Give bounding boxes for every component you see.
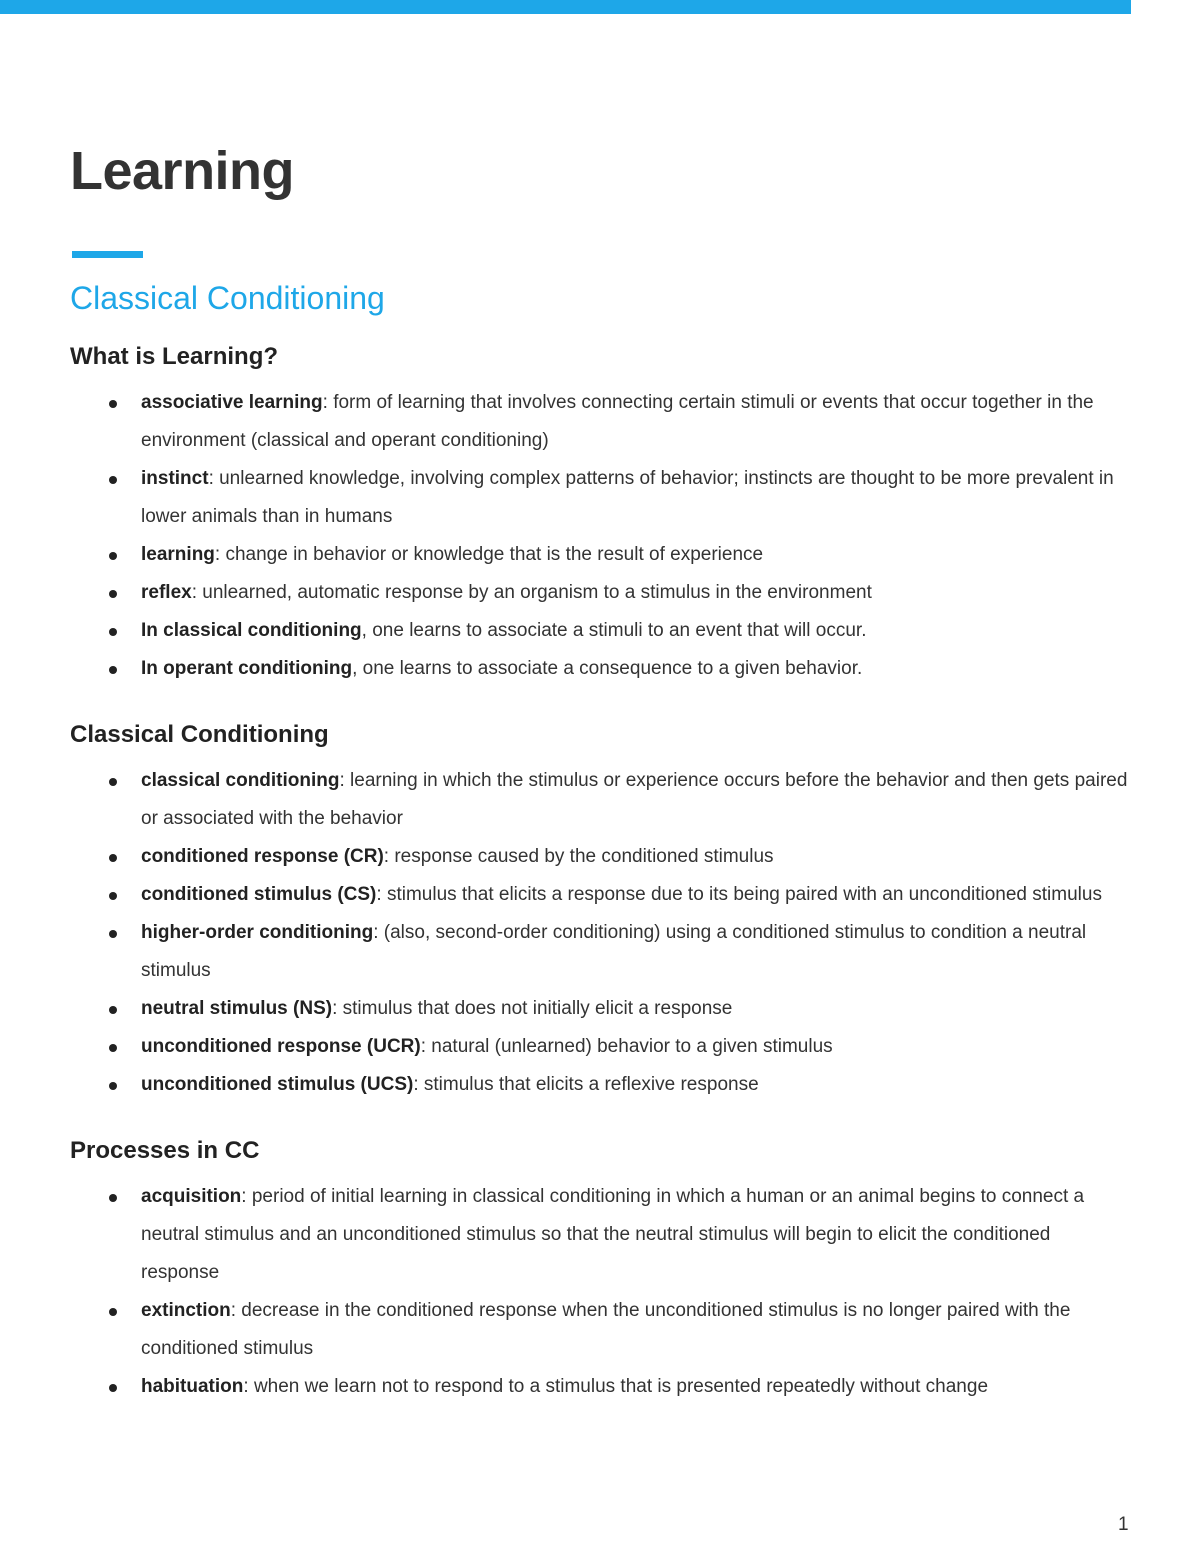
- definition: : stimulus that elicits a reflexive response: [413, 1074, 759, 1095]
- list-item: [70, 1028, 1132, 1066]
- bullet-icon: [109, 666, 117, 674]
- definition: : stimulus that elicits a response due to its being paired with an unconditioned stimulus: [376, 884, 1102, 905]
- bullet-icon: [109, 1082, 117, 1090]
- term: unconditioned stimulus (UCS): [141, 1074, 414, 1095]
- definition: , one learns to associate a stimuli to an event that will occur.: [361, 620, 867, 641]
- term: associative learning: [141, 392, 323, 413]
- term: higher-order conditioning: [141, 922, 374, 943]
- section-title: Classical Conditioning: [70, 280, 385, 316]
- definition: : change in behavior or knowledge that is the result of experience: [214, 544, 764, 565]
- term-list-processes-in-cc: [70, 1178, 1132, 1406]
- list-item: [70, 838, 1132, 876]
- list-item: [70, 1178, 1132, 1292]
- subheading-processes-in-cc: Processes in CC: [70, 1137, 260, 1164]
- term: instinct: [141, 468, 209, 489]
- bullet-icon: [109, 476, 117, 484]
- list-item: [70, 574, 1132, 612]
- term: In classical conditioning: [141, 620, 362, 641]
- top-accent-bar: [0, 0, 1131, 14]
- bullet-icon: [109, 1194, 117, 1202]
- term-list-classical-conditioning: [70, 762, 1132, 1104]
- bullet-icon: [109, 552, 117, 560]
- document-title: Learning: [70, 141, 295, 201]
- list-item: [70, 876, 1132, 914]
- bullet-icon: [109, 930, 117, 938]
- bullet-icon: [109, 1308, 117, 1316]
- term-list-what-is-learning: [70, 384, 1132, 688]
- definition: : natural (unlearned) behavior to a given stimulus: [420, 1036, 833, 1057]
- term: conditioned stimulus (CS): [141, 884, 377, 905]
- bullet-icon: [109, 854, 117, 862]
- definition: : response caused by the conditioned stimulus: [383, 846, 774, 867]
- subheading-what-is-learning: What is Learning?: [70, 343, 279, 370]
- definition: : form of learning that involves connecting certain stimuli or events that occur together in the environment (classical and operant conditioning): [141, 392, 1094, 451]
- bullet-icon: [109, 778, 117, 786]
- list-item: [70, 914, 1132, 990]
- list-item: [70, 536, 1132, 574]
- term: conditioned response (CR): [141, 846, 384, 867]
- definition: : decrease in the conditioned response when the unconditioned stimulus is no longer paired with the conditioned stimulus: [141, 1300, 1071, 1359]
- page-number: 1: [1118, 1514, 1129, 1535]
- bullet-icon: [109, 400, 117, 408]
- bullet-icon: [109, 892, 117, 900]
- term: learning: [141, 544, 215, 565]
- definition: : unlearned, automatic response by an organism to a stimulus in the environment: [191, 582, 872, 603]
- term: reflex: [141, 582, 192, 603]
- definition: : learning in which the stimulus or experience occurs before the behavior and then gets paired or associated with the behavior: [141, 770, 1128, 829]
- list-item: [70, 1066, 1132, 1104]
- list-item: [70, 762, 1132, 838]
- list-item: [70, 384, 1132, 460]
- document-body: [70, 338, 1132, 1434]
- bullet-icon: [109, 628, 117, 636]
- title-underline: [72, 251, 143, 258]
- bullet-icon: [109, 1384, 117, 1392]
- definition: , one learns to associate a consequence to a given behavior.: [352, 658, 863, 679]
- term: extinction: [141, 1300, 231, 1321]
- bullet-icon: [109, 1044, 117, 1052]
- list-item: [70, 990, 1132, 1028]
- term: unconditioned response (UCR): [141, 1036, 421, 1057]
- definition: : period of initial learning in classical conditioning in which a human or an animal begins to connect a neutral stimulus and an unconditioned stimulus so that the neutral stimulus will begin to elicit the conditioned response: [141, 1186, 1085, 1283]
- list-item: [70, 460, 1132, 536]
- term: neutral stimulus (NS): [141, 998, 333, 1019]
- definition: : stimulus that does not initially elicit a response: [332, 998, 733, 1019]
- term: acquisition: [141, 1186, 242, 1207]
- bullet-icon: [109, 590, 117, 598]
- term: habituation: [141, 1376, 244, 1397]
- definition: : (also, second-order conditioning) using a conditioned stimulus to condition a neutral stimulus: [141, 922, 1087, 981]
- term: classical conditioning: [141, 770, 340, 791]
- bullet-icon: [109, 1006, 117, 1014]
- definition: : when we learn not to respond to a stimulus that is presented repeatedly without change: [243, 1376, 989, 1397]
- list-item: [70, 1292, 1132, 1368]
- term: In operant conditioning: [141, 658, 353, 679]
- list-item: [70, 1368, 1132, 1406]
- definition: : unlearned knowledge, involving complex patterns of behavior; instincts are thought to be more prevalent in lower animals than in humans: [141, 468, 1114, 527]
- list-item: [70, 650, 1132, 688]
- subheading-classical-conditioning: Classical Conditioning: [70, 721, 329, 748]
- list-item: [70, 612, 1132, 650]
